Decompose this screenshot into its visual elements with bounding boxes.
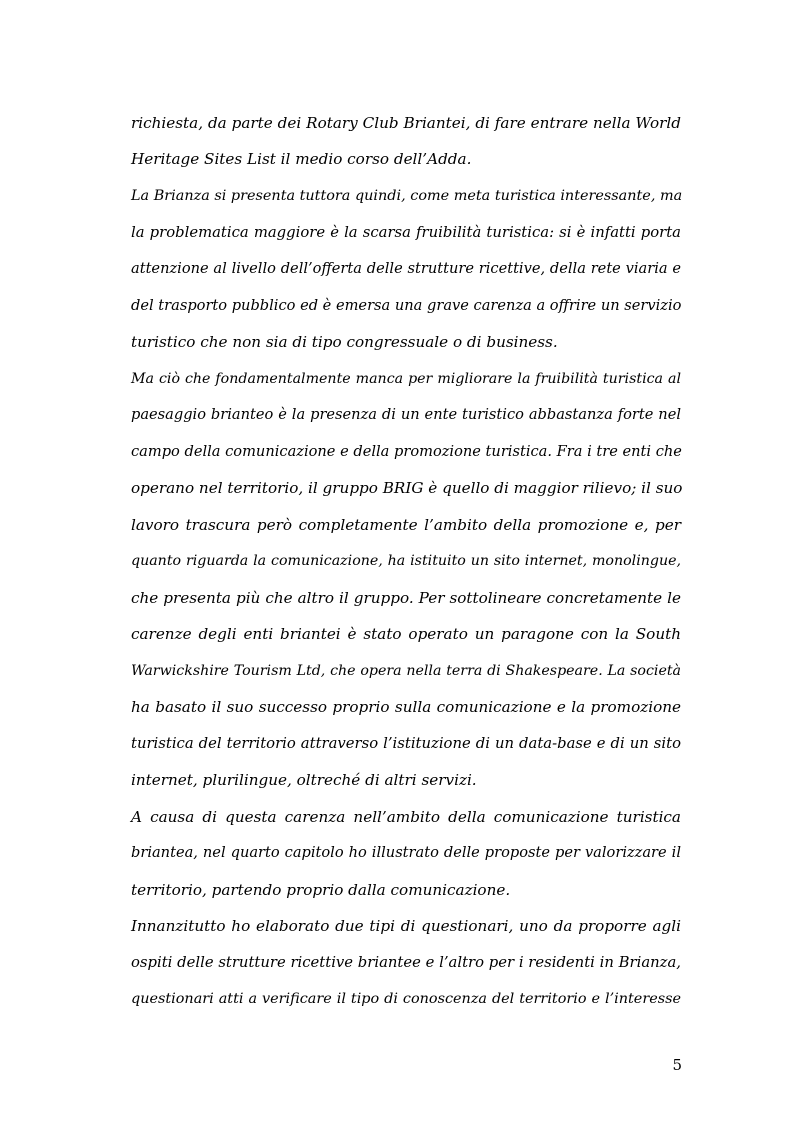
text-line: operano nel territorio, il gruppo BRIG è quello di maggior rilievo; il suo xyxy=(131,479,683,497)
text-line: turistica del territorio attraverso l’istituzione di un data-base e di un sito xyxy=(131,735,681,752)
text-line: territorio, partendo proprio dalla comunicazione. xyxy=(131,881,511,899)
text-line: Heritage Sites List il medio corso dell’Adda. xyxy=(131,150,472,168)
text-line: campo della comunicazione e della promozione turistica. Fra i tre enti che xyxy=(131,443,682,460)
text-line: ospiti delle strutture ricettive briantee e l’altro per i residenti in Brianza, xyxy=(131,954,681,971)
text-line: questionari atti a verificare il tipo di conoscenza del territorio e l’interesse xyxy=(131,991,681,1007)
text-line: del trasporto pubblico ed è emersa una grave carenza a offrire un servizio xyxy=(131,297,682,314)
text-line: turistico che non sia di tipo congressuale o di business. xyxy=(131,333,558,351)
text-line: Warwickshire Tourism Ltd, che opera nella terra di Shakespeare. La società xyxy=(131,663,681,679)
text-line: la problematica maggiore è la scarsa fruibilità turistica: si è infatti porta xyxy=(131,224,681,241)
text-line: Innanzitutto ho elaborato due tipi di questionari, uno da proporre agli xyxy=(131,917,681,935)
text-line: Ma ciò che fondamentalmente manca per migliorare la fruibilità turistica al xyxy=(131,371,681,387)
text-line: lavoro trascura però completamente l’ambito della promozione e, per xyxy=(131,516,681,534)
text-line: richiesta, da parte dei Rotary Club Briantei, di fare entrare nella World xyxy=(131,114,681,132)
text-line: quanto riguarda la comunicazione, ha istituito un sito internet, monolingue, xyxy=(131,553,681,569)
page-number: 5 xyxy=(672,1056,682,1074)
text-line: che presenta più che altro il gruppo. Per sottolineare concretamente le xyxy=(131,589,681,607)
text-line: attenzione al livello dell’offerta delle strutture ricettive, della rete viaria e xyxy=(131,260,681,277)
text-line: carenze degli enti briantei è stato operato un paragone con la South xyxy=(131,625,681,643)
text-line: A causa di questa carenza nell’ambito della comunicazione turistica xyxy=(131,808,681,826)
text-line: ha basato il suo successo proprio sulla comunicazione e la promozione xyxy=(131,698,681,716)
text-line: internet, plurilingue, oltreché di altri servizi. xyxy=(131,771,477,789)
text-line: La Brianza si presenta tuttora quindi, come meta turistica interessante, ma xyxy=(131,188,683,204)
text-line: briantea, nel quarto capitolo ho illustrato delle proposte per valorizzare il xyxy=(131,844,681,861)
text-line: paesaggio brianteo è la presenza di un ente turistico abbastanza forte nel xyxy=(131,406,681,423)
